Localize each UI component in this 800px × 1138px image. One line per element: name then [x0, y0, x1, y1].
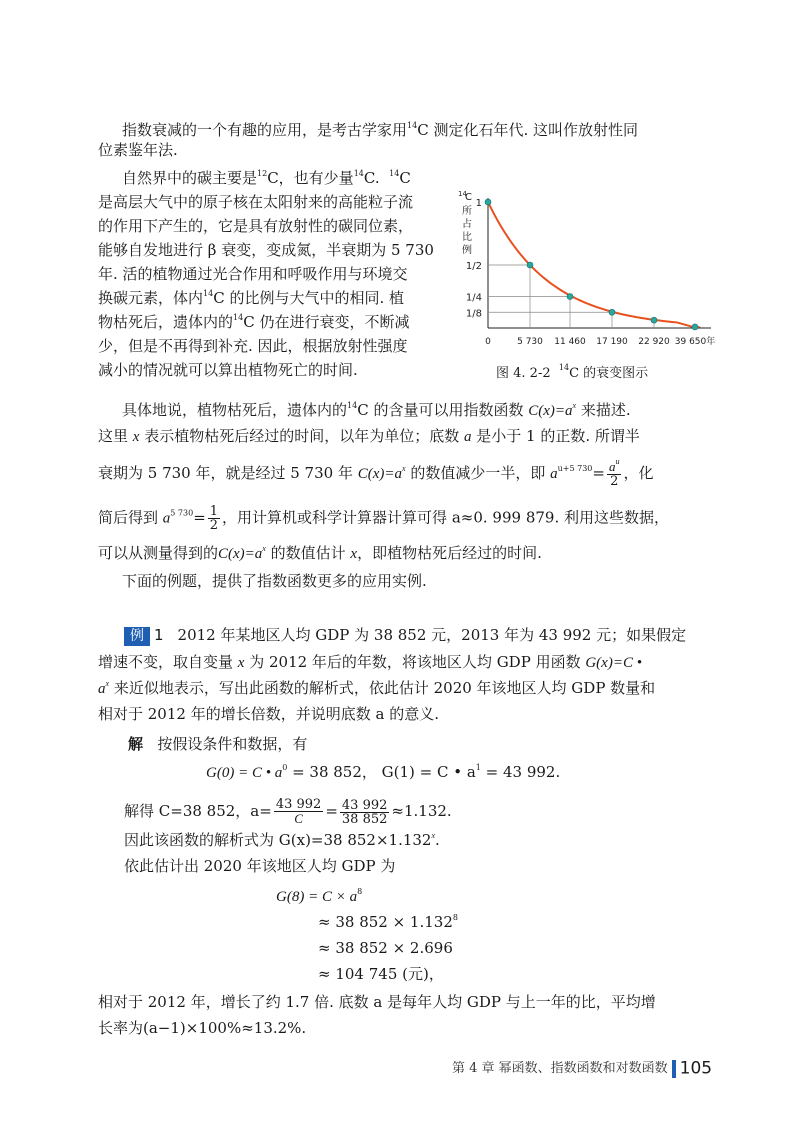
equation: $G(8) = C \times a^8$	[276, 887, 363, 905]
fraction: $\frac{43 992}{38 852}$	[341, 797, 388, 827]
data-point	[567, 294, 573, 300]
chapter-title: 第 4 章 幂函数、指数函数和对数函数	[452, 1061, 668, 1076]
decay-curve	[488, 202, 693, 327]
x-tick-label: 11 460	[554, 337, 586, 347]
y-tick-label: 1/4	[465, 292, 482, 304]
text-line: 衰期为 5 730 年，就是经过 5 730 年 $C(x)=a^x$ 的数值减少一半，即 $a^{u+5 730}=$ $\frac{a^u}{2}$ ，化	[98, 457, 654, 489]
equation: ≈ 38 $852 \times 1.132^8$	[318, 913, 458, 931]
text-line: 可以从测量得到的$C(x)=a^x$ 的数值估计 x，即植物枯死后经过的时间.	[98, 544, 542, 562]
data-point	[527, 262, 533, 268]
text-line: 指数衰减的一个有趣的应用，是考古学家用$^{14}$C 测定化石年代. 这叫作放射性同	[122, 121, 638, 139]
text-line: 年. 活的植物通过光合作用和呼吸作用与环境交	[98, 265, 408, 283]
equation: ≈ 104 745 (元)，	[318, 965, 444, 983]
y-axis-label-prefix: 14	[458, 190, 467, 198]
text-line: 的作用下产生的，它是具有放射性的碳同位素，	[98, 217, 414, 235]
text-line: 减小的情况就可以算出植物死亡的时间.	[98, 361, 358, 379]
x-tick-label: 5 730	[517, 337, 543, 347]
x-tick-label: 0	[485, 337, 491, 347]
text-line: 相对于 2012 年的增长倍数，并说明底数 a 的意义.	[98, 705, 439, 723]
text-line: $a^x$ 来近似地表示，写出此函数的解析式，依此估计 2020 年该地区人均 GDP 数量和	[98, 679, 656, 697]
equation: ≈ 38 852 × 2.696	[318, 939, 453, 957]
fraction: $\frac{43 992}{C}$	[275, 797, 322, 826]
text-line: 少，但是不再得到补充. 因此，根据放射性强度	[98, 337, 408, 355]
text-line: 这里 x 表示植物枯死后经过的时间，以年为单位；底数 a 是小于 1 的正数. 所谓半	[98, 427, 640, 445]
page-footer	[452, 1057, 712, 1079]
fraction: $\frac{a^u}{2}$	[608, 457, 620, 489]
example-heading: 例 1 2012 年某地区人均 GDP 为 38 852 元，2013 年为 43 992 元；如果假定	[124, 625, 686, 646]
text-line: 物枯死后，遗体内的$^{14}$C 仍在进行衰变，不断减	[98, 313, 410, 331]
equation: G(0) = C • $a^0 = 38$ 852， G(1) = C • $a^1 = 43$ 992.	[206, 763, 561, 781]
data-point	[485, 199, 491, 205]
example-tag: 例	[124, 627, 150, 646]
y-tick-label: 1/2	[465, 261, 482, 272]
data-point	[651, 317, 657, 323]
text-line: 相对于 2012 年，增长了约 1.7 倍. 底数 a 是每年人均 GDP 与上一年的比，平均增	[98, 993, 656, 1011]
figure-caption: 图 4. 2-2 $^{14}$C 的衰变图示	[496, 363, 649, 381]
y-axis-label-char: 比	[462, 232, 472, 243]
y-tick-label: 1/8	[465, 308, 482, 320]
equation: 解得 C=38 852，a= $\frac{43 992}{C}$ = $\frac{43 992}{38 852}$ ≈1.132.	[124, 797, 452, 827]
text-line: 能够自发地进行 β 衰变，变成氮，半衰期为 5 730	[98, 241, 434, 259]
text-line: 因此该函数的解析式为 G(x)=38 $852\times 1.132^x$.	[124, 831, 440, 849]
y-axis-label-char: 例	[462, 245, 472, 256]
fraction: $\frac{1}{2}$	[209, 504, 219, 533]
text-line: 位素鉴年法.	[98, 141, 178, 159]
y-axis-label-char: 占	[462, 219, 472, 230]
text-line: 简后得到 $a^{5 730}=$ $\frac{1}{2}$ ，用计算机或科学计算器计算可得 a≈0. 999 879. 利用这些数据，	[98, 504, 669, 533]
x-tick-label: 39 650年	[674, 337, 716, 347]
text-line: 依此估计出 2020 年该地区人均 GDP 为	[124, 857, 396, 875]
text-line: 自然界中的碳主要是$^{12}$C，也有少量$^{14}$C. $^{14}$C	[122, 169, 411, 187]
text-line: 换碳元素，体内$^{14}$C 的比例与大气中的相同. 植	[98, 289, 404, 307]
text-line: 下面的例题，提供了指数函数更多的应用实例.	[122, 572, 427, 590]
text-line: 长率为(a−1)×100%≈13.2%.	[98, 1019, 307, 1037]
decay-chart	[448, 188, 718, 360]
y-axis-label-char: 所	[462, 206, 472, 217]
text-line: 增速不变，取自变量 x 为 2012 年后的年数，将该地区人均 GDP 用函数 G(x)=C •	[98, 653, 642, 671]
y-axis-label-c: C	[465, 192, 472, 203]
data-point	[609, 309, 615, 315]
text-line: 是高层大气中的原子核在太阳射来的高能粒子流	[98, 193, 414, 211]
text-line: 具体地说，植物枯死后，遗体内的$^{14}$C 的含量可以用指数函数 $C(x)=a^x$ 来描述.	[122, 401, 631, 419]
data-point	[692, 324, 698, 330]
y-tick-label: 1	[475, 198, 482, 209]
page-number: 105	[679, 1058, 713, 1079]
footer-divider	[672, 1060, 676, 1078]
text-line: 解 按假设条件和数据，有	[128, 735, 308, 753]
x-tick-label: 22 920	[638, 337, 670, 347]
x-tick-label: 17 190	[596, 337, 628, 347]
